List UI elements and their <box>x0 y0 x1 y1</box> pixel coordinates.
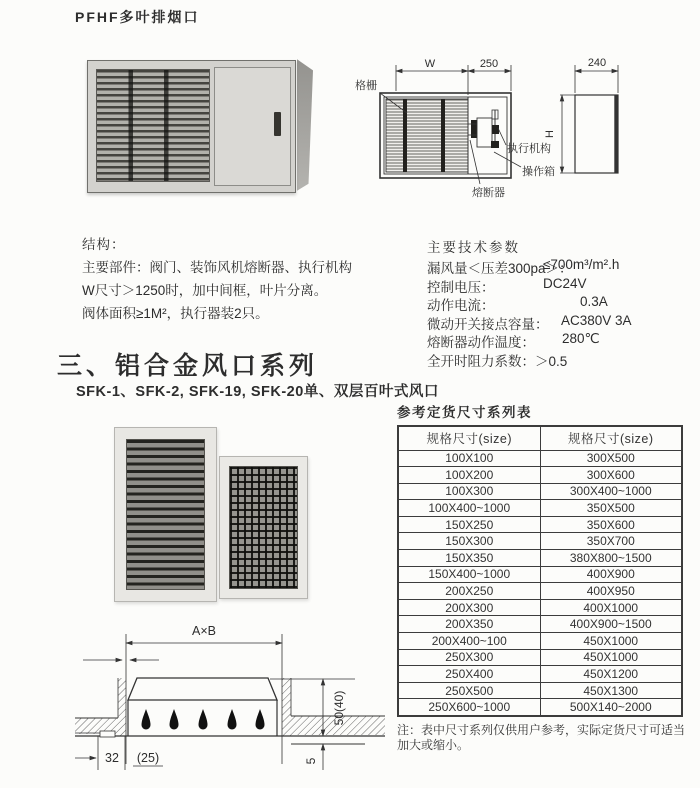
label-actuator: 执行机构 <box>507 143 551 155</box>
parameter-row <box>427 313 699 332</box>
parameter-value: 280℃ <box>562 331 600 346</box>
size-cell: 380X800~1500 <box>540 550 682 567</box>
parameter-value: AC380V 3A <box>561 312 632 328</box>
table-row <box>398 699 682 716</box>
size-cell: 500X140~2000 <box>540 699 682 716</box>
dim-label-250: 250 <box>479 58 499 70</box>
structure-line: 主要部件：阀门、装饰风机熔断器、执行机构 <box>82 260 352 275</box>
size-cell: 150X400~1000 <box>398 566 540 583</box>
size-cell: 200X350 <box>398 616 540 633</box>
table-row <box>398 599 682 616</box>
parameter-value: ≤700m³/m².h <box>543 257 620 272</box>
table-row <box>398 682 682 699</box>
parameter-label: 控制电压： <box>427 279 495 295</box>
table-row <box>398 516 682 533</box>
size-table <box>397 425 683 717</box>
size-cell: 450X1000 <box>540 649 682 666</box>
structure-heading: 结构： <box>82 237 126 252</box>
size-cell: 400X950 <box>540 583 682 600</box>
size-table-section <box>397 401 689 753</box>
table-row <box>398 666 682 683</box>
size-cell: 100X200 <box>398 467 540 484</box>
label-grille: 格栅 <box>355 80 377 92</box>
unit-access-door <box>214 67 291 186</box>
size-cell: 350X600 <box>540 516 682 533</box>
louver-blades <box>142 709 265 730</box>
table-row <box>398 616 682 633</box>
size-cell: 300X600 <box>540 467 682 484</box>
technical-diagram <box>352 45 700 220</box>
parameter-label: 动作电流： <box>427 298 495 313</box>
grid-grille <box>229 466 298 589</box>
parameter-value: DC24V <box>543 275 587 291</box>
size-cell: 250X600~1000 <box>398 699 540 716</box>
table-row <box>398 450 682 467</box>
dim-label-25: (25) <box>136 751 160 765</box>
drawing-dimensions <box>75 634 355 770</box>
table-header-cell: 规格尺寸(size) <box>540 426 682 450</box>
unit-side-face <box>297 55 313 195</box>
parameter-label: 微动开关接点容量： <box>427 316 549 332</box>
dim-label-240: 240 <box>587 57 607 69</box>
table-title: 参考定货尺寸系列表 <box>397 405 532 420</box>
size-cell: 100X400~1000 <box>398 500 540 517</box>
parameter-label: 熔断器动作温度： <box>427 335 535 350</box>
dim-label-w: W <box>424 58 436 70</box>
size-cell: 200X250 <box>398 583 540 600</box>
parameter-row <box>427 350 699 369</box>
label-fuse: 熔断器 <box>472 187 505 199</box>
structure-line: 阀体面积≥1M²，执行器装2只。 <box>82 306 269 321</box>
table-row <box>398 649 682 666</box>
size-cell: 200X300 <box>398 599 540 616</box>
structure-section <box>82 233 352 325</box>
size-cell: 250X400 <box>398 666 540 683</box>
size-cell: 300X500 <box>540 450 682 467</box>
parameter-row <box>427 257 699 276</box>
dimension-drawing <box>75 618 387 788</box>
double-layer-louver-photo <box>219 456 308 599</box>
table-note: 注：表中尺寸系列仅供用户参考，实际定货尺寸可适当加大或缩小。 <box>397 722 686 752</box>
size-cell: 350X500 <box>540 500 682 517</box>
dim-label-h: H <box>544 130 556 138</box>
size-cell: 450X1000 <box>540 633 682 650</box>
unit-front-face <box>87 60 296 193</box>
parameter-label: 漏风量＜压差300pa＞： <box>427 261 573 276</box>
table-row <box>398 633 682 650</box>
label-control-box: 操作箱 <box>522 166 555 178</box>
pfhf-unit-photo <box>85 55 313 197</box>
table-row <box>398 550 682 567</box>
parameter-value: ＞0.5 <box>535 353 568 369</box>
dim-label-axb: A×B <box>192 624 216 638</box>
size-cell: 300X400~1000 <box>540 483 682 500</box>
size-cell: 400X900 <box>540 566 682 583</box>
size-cell: 350X700 <box>540 533 682 550</box>
louver-grille <box>126 439 205 590</box>
size-cell: 450X1300 <box>540 682 682 699</box>
single-layer-louver-photo <box>114 427 217 602</box>
size-cell: 400X1000 <box>540 599 682 616</box>
parameter-label: 全开时阻力系数： <box>427 353 535 369</box>
table-header-cell: 规格尺寸(size) <box>398 426 540 450</box>
parameters-section <box>427 236 699 368</box>
size-cell: 450X1200 <box>540 666 682 683</box>
table-row <box>398 583 682 600</box>
dim-label-50-40: 50(40) <box>332 690 346 726</box>
table-row <box>398 483 682 500</box>
parameter-value: 0.3A <box>580 294 608 309</box>
door-handle <box>274 112 281 136</box>
size-cell: 150X300 <box>398 533 540 550</box>
size-table-body <box>398 450 682 716</box>
table-header-row <box>398 426 682 450</box>
size-cell: 100X100 <box>398 450 540 467</box>
table-row <box>398 467 682 484</box>
size-cell: 200X400~100 <box>398 633 540 650</box>
unit-louver-area <box>96 69 210 182</box>
size-cell: 150X350 <box>398 550 540 567</box>
size-cell: 100X300 <box>398 483 540 500</box>
parameter-row <box>427 331 699 350</box>
structure-line: W尺寸＞1250时，加中间框，叶片分离。 <box>82 283 328 298</box>
dim-label-5: 5 <box>304 757 318 765</box>
parameter-row <box>427 276 699 295</box>
size-cell: 250X500 <box>398 682 540 699</box>
side-view <box>560 65 618 173</box>
section-subtitle: SFK-1、SFK-2, SFK-19, SFK-20单、双层百叶式风口 <box>76 384 439 400</box>
front-view <box>380 93 511 178</box>
parameters-heading: 主要技术参数 <box>427 240 520 255</box>
table-row <box>398 533 682 550</box>
size-cell: 400X900~1500 <box>540 616 682 633</box>
table-row <box>398 500 682 517</box>
dim-label-32: 32 <box>105 751 119 765</box>
section-title: 三、铝合金风口系列 <box>57 352 319 380</box>
parameter-row <box>427 294 699 313</box>
size-cell: 150X250 <box>398 516 540 533</box>
size-cell: 250X300 <box>398 649 540 666</box>
page-title: PFHF多叶排烟口 <box>75 9 200 25</box>
table-row <box>398 566 682 583</box>
